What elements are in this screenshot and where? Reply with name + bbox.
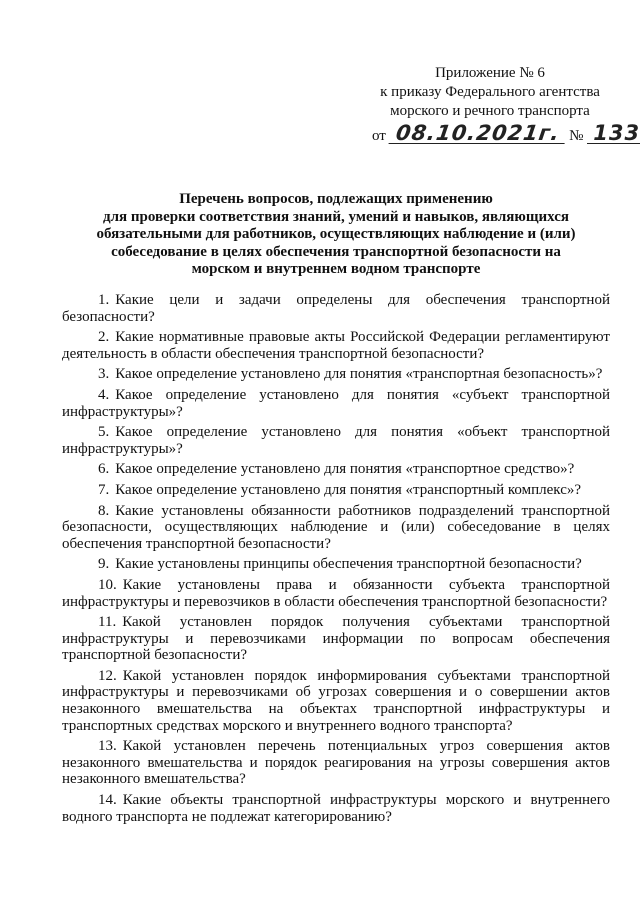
question-item xyxy=(62,424,610,457)
question-number: 10. xyxy=(98,576,117,593)
question-number: 9. xyxy=(98,556,110,573)
question-number: 1. xyxy=(98,292,110,308)
question-text: Какой установлен порядок получения субъектами транспортной инфраструктуры и перевозчиками информации по вопросам обеспечения транспортной безопасности? xyxy=(62,614,610,664)
title-line: Перечень вопросов, подлежащих применению xyxy=(179,191,493,207)
question-number: 11. xyxy=(98,614,117,631)
document-title xyxy=(62,191,610,279)
title-line: обязательными для работников, осуществляющих наблюдение и (или) xyxy=(96,226,576,243)
question-item xyxy=(62,556,610,573)
appendix-number: Приложение № 6 xyxy=(435,65,545,81)
question-text: Какие установлены обязанности работников подразделений транспортной безопасности, осуществляющих наблюдение и (или) собеседование в целях обеспечения транспортной безопасности? xyxy=(62,502,610,552)
question-item xyxy=(62,792,610,825)
question-item xyxy=(62,503,610,553)
question-text: Какие установлены принципы обеспечения транспортной безопасности? xyxy=(115,556,582,573)
order-reference: к приказу Федерального агентства xyxy=(380,84,600,100)
question-text: Какие объекты транспортной инфраструктуры морского и внутреннего водного транспорта не подлежат категорированию? xyxy=(62,792,610,825)
order-date-number xyxy=(372,121,640,146)
question-text: Какое определение установлено для понятия «объект транспортной инфраструктуры»? xyxy=(62,424,610,457)
agency-name: морского и речного транспорта xyxy=(390,103,590,119)
question-item xyxy=(62,329,610,362)
appendix-header xyxy=(372,64,640,146)
question-number: 2. xyxy=(98,329,110,346)
question-text: Какое определение установлено для понятия «субъект транспортной инфраструктуры»? xyxy=(62,386,610,420)
question-number: 14. xyxy=(98,792,117,809)
question-text: Какие установлены права и обязанности субъекта транспортной инфраструктуры и перевозчиков в области обеспечения транспортной безопасности? xyxy=(62,576,610,610)
question-text: Какие нормативные правовые акты Российской Федерации регламентируют деятельность в области обеспечения транспортной безопасности? xyxy=(62,329,610,362)
question-text: Какое определение установлено для понятия «транспортный комплекс»? xyxy=(115,481,582,498)
question-number: 5. xyxy=(98,424,110,441)
question-number: 6. xyxy=(98,461,110,478)
date-prefix: от xyxy=(372,128,386,144)
question-number: 3. xyxy=(98,366,110,383)
question-item xyxy=(62,292,610,325)
question-number: 8. xyxy=(98,502,110,519)
question-number: 13. xyxy=(98,738,117,755)
question-item xyxy=(62,482,610,499)
question-text: Какие цели и задачи определены для обеспечения транспортной безопасности? xyxy=(62,292,610,325)
question-item xyxy=(62,738,610,788)
question-text: Какое определение установлено для понятия «транспортное средство»? xyxy=(115,461,575,478)
title-line: морском и внутреннем водном транспорте xyxy=(191,261,481,278)
title-line: собеседование в целях обеспечения транспортной безопасности на xyxy=(111,243,561,260)
question-number: 4. xyxy=(98,386,110,403)
question-item xyxy=(62,387,610,420)
question-text: Какой установлен порядок информирования субъектами транспортной инфраструктуры и перевозчиками об угрозах совершения и о совершении актов незаконного вмешательства на объектах транспортной инфраструктуры и транспортных средствах морского и внутреннего водного транспорта? xyxy=(62,667,610,734)
question-text: Какое определение установлено для понятия «транспортная безопасность»? xyxy=(115,366,603,383)
question-item xyxy=(62,577,610,610)
question-item xyxy=(62,614,610,664)
question-item xyxy=(62,668,610,734)
question-item xyxy=(62,461,610,478)
question-number: 12. xyxy=(98,667,117,684)
question-text: Какой установлен перечень потенциальных угроз совершения актов незаконного вмешательства и порядок реагирования на угрозы совершения актов незаконного вмешательства? xyxy=(62,738,610,788)
question-list xyxy=(62,292,610,829)
question-item xyxy=(62,366,610,383)
number-prefix: № xyxy=(569,128,584,144)
question-number: 7. xyxy=(98,481,110,498)
handwritten-number: 133 xyxy=(587,123,640,144)
title-line: для проверки соответствия знаний, умений и навыков, являющихся xyxy=(102,208,570,225)
handwritten-date: 08.10.2021г. xyxy=(388,123,567,144)
